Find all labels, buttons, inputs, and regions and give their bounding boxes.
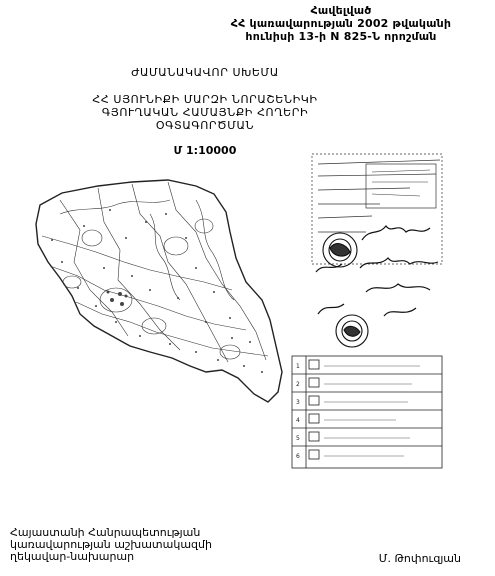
map-internal-parcels — [42, 182, 268, 362]
svg-text:4: 4 — [296, 417, 300, 424]
svg-text:2: 2 — [296, 381, 300, 388]
svg-text:5: 5 — [296, 435, 300, 442]
signatory-name: Մ. Թոփուզյան — [378, 552, 461, 565]
legend-entries-scribble — [324, 366, 420, 456]
svg-text:1: 1 — [296, 363, 300, 370]
signatory-line-2: կառավարության աշխատակազմի — [10, 538, 212, 551]
title-line-4: ՕԳՏԱԳՈՐԾՄԱՆ — [155, 119, 255, 132]
territory-map — [36, 180, 282, 402]
map-legend — [292, 356, 442, 468]
map-speckle-texture — [51, 209, 263, 373]
svg-text:3: 3 — [296, 399, 300, 406]
svg-text:6: 6 — [296, 453, 300, 460]
title-line-2: ՀՀ ՍՅՈՒՆԻՔԻ ՄԱՐԶԻ ՆՈՐԱՇԵՆԻԿԻ — [92, 93, 318, 106]
title-line-3: ԳՅՈՒՂԱԿԱՆ ՀԱՄԱՅՆՔԻ ՀՈՂԵՐԻ — [101, 106, 309, 119]
round-seal-1 — [323, 233, 357, 267]
title-line-1: ԺԱՄԱՆԱԿԱՎՈՐ ՍԽԵՄԱ — [131, 66, 279, 79]
signatory-title — [10, 527, 212, 563]
round-seal-2 — [336, 315, 368, 347]
signatory-line-3: ղեկավար-նախարար — [10, 550, 135, 563]
legend-numbers — [296, 363, 300, 460]
map-scale: Մ 1:10000 — [173, 144, 237, 157]
annex-line-3: հունիսի 13-ի N 825-Ն որոշման — [245, 30, 437, 43]
signatory-line-1: Հայաստանի Հանրապետության — [10, 526, 201, 539]
handwritten-signatures — [316, 226, 438, 316]
annex-line-1: Հավելված — [310, 4, 372, 17]
annex-line-2: ՀՀ կառավարության 2002 թվականի — [230, 17, 452, 30]
